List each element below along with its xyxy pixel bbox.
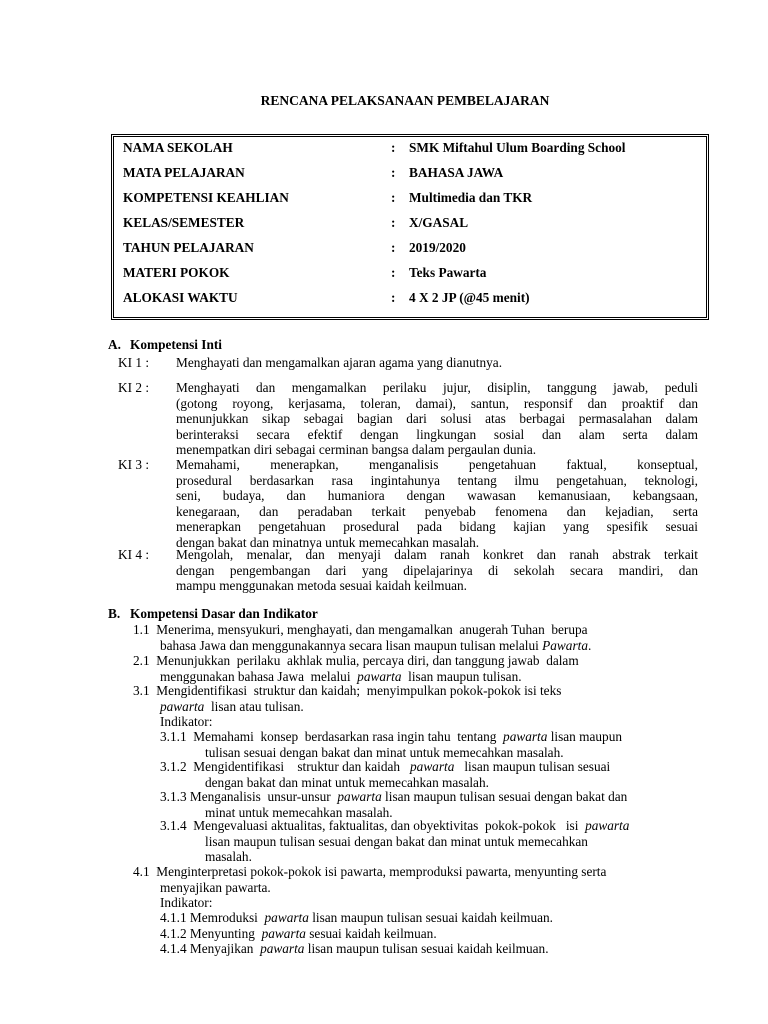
identity-label: MATA PELAJARAN	[123, 165, 245, 180]
indicator-text: sesuai kaidah keilmuan.	[305, 925, 437, 941]
kd-text: bahasa Jawa dan menggunakannya secara lisan maupun tulisan melalui	[160, 637, 543, 653]
identity-value: Multimedia dan TKR	[409, 190, 533, 205]
indicator-number: 3.1.4	[160, 818, 187, 833]
ki-line: kenegaraan, dan peradaban terkait penyebab fenomena dan kejadian, serta	[176, 503, 698, 519]
ki-line: seni, budaya, dan humaniora dengan wawasan kemanusiaan, kebangsaan,	[176, 488, 698, 503]
kd-text: lisan maupun tulisan.	[401, 668, 522, 684]
indicator-number: 4.1.2	[160, 925, 187, 941]
indicator-label: Indikator:	[160, 714, 213, 729]
ki-line: Memahami, menerapkan, menganalisis pengetahuan faktual, konseptual,	[176, 457, 698, 472]
kd-emphasis: pawarta	[357, 668, 402, 684]
indicator-text: Memroduksi	[186, 910, 265, 925]
kd-line	[133, 699, 561, 715]
school-identity-table	[113, 136, 707, 318]
indicator-text: lisan maupun tulisan sesuai kaidah keilmuan.	[308, 910, 553, 925]
identity-separator: :	[391, 240, 396, 255]
identity-value: BAHASA JAWA	[409, 165, 504, 180]
indicators-4-1	[160, 910, 553, 957]
kd-line: 3.1 Mengidentifikasi struktur dan kaidah; menyimpulkan pokok-pokok isi teks	[133, 683, 562, 698]
section-letter: A.	[108, 337, 121, 352]
section-title: Kompetensi Dasar dan Indikator	[130, 606, 318, 621]
identity-label: NAMA SEKOLAH	[123, 140, 233, 155]
ki-line: Menghayati dan mengamalkan perilaku jujur, disiplin, tanggung jawab, peduli	[176, 380, 698, 395]
indicator-text: lisan maupun tulisan sesuai dengan bakat dan	[381, 789, 628, 804]
kd-line: menyajikan pawarta.	[160, 879, 271, 895]
kd-emphasis: pawarta	[160, 698, 205, 714]
ki-line: dengan pengembangan dari yang dipelajarinya di sekolah secara mandiri, dan	[176, 562, 698, 578]
indicator-text: Mengidentifikasi struktur dan kaidah	[186, 759, 411, 774]
indicator-emphasis: pawarta	[503, 729, 548, 744]
indicator-emphasis: pawarta	[264, 910, 309, 925]
identity-value: X/GASAL	[409, 215, 469, 230]
indicator-text: Menyajikan	[186, 941, 261, 956]
ki-line: menerapkan pengetahuan prosedural pada bidang kajian yang spesifik sesuai	[176, 519, 698, 534]
indicator-number: 3.1.3	[160, 789, 187, 804]
identity-label: KOMPETENSI KEAHLIAN	[123, 190, 289, 205]
indicator-number: 4.1.4	[160, 941, 187, 956]
ki-line: prosedural berdasarkan rasa ingintahunya tentang ilmu pengetahuan, teknologi,	[176, 472, 698, 488]
ki-code: KI 3 :	[118, 457, 150, 472]
ki-text	[176, 547, 698, 594]
identity-label: ALOKASI WAKTU	[123, 290, 238, 305]
kd-line	[133, 669, 579, 685]
identity-separator: :	[391, 190, 396, 205]
indicator-text: lisan maupun tulisan sesuai kaidah keilmuan.	[304, 941, 549, 956]
identity-label: MATERI POKOK	[123, 265, 230, 280]
indicator-emphasis: pawarta	[260, 941, 305, 956]
indicator-line: dengan bakat dan minat untuk memecahkan masalah.	[205, 774, 489, 790]
indicator-emphasis: pawarta	[410, 759, 455, 774]
indicator-line	[160, 818, 697, 834]
indicator-number: 3.1.1	[160, 729, 187, 744]
kd-1-1	[133, 622, 591, 653]
ki-line: Mengolah, menalar, dan menyaji dalam ranah konkret dan ranah abstrak terkait	[176, 547, 698, 562]
indicator-text: lisan maupun	[547, 729, 622, 744]
identity-separator: :	[391, 165, 396, 180]
kd-4-1	[133, 864, 606, 911]
kd-text: menggunakan bahasa Jawa melalui	[160, 668, 358, 684]
indicator-4-1-1	[160, 910, 553, 926]
indicator-line: lisan maupun tulisan sesuai dengan bakat dan minat untuk memecahkan	[205, 833, 588, 849]
ki-line: menempatkan diri sebagai cerminan bangsa dalam pergaulan dunia.	[176, 442, 537, 457]
indicator-line	[160, 759, 697, 775]
kd-text: lisan atau tulisan.	[204, 698, 304, 714]
section-a-heading	[108, 337, 222, 353]
ki-line: mampu menggunakan metoda sesuai kaidah keilmuan.	[176, 578, 467, 593]
identity-value: 2019/2020	[409, 240, 466, 255]
indicator-line: minat untuk memecahkan masalah.	[205, 804, 393, 820]
indicator-4-1-4	[160, 941, 553, 957]
indicator-number: 3.1.2	[160, 759, 187, 774]
ki-line: (gotong royong, kerjasama, toleran, damai), santun, responsif dan proaktif dan	[176, 395, 698, 411]
indicator-4-1-2	[160, 926, 553, 942]
indicator-3-1-4	[160, 818, 697, 865]
identity-label: TAHUN PELAJARAN	[123, 240, 254, 255]
kd-emphasis: Pawarta	[542, 637, 588, 653]
identity-value: SMK Miftahul Ulum Boarding School	[409, 140, 626, 155]
ki-line: berinteraksi secara efektif dengan lingkungan sosial dan alam serta dalam	[176, 426, 698, 442]
kd-line: 1.1 Menerima, mensyukuri, menghayati, dan mengamalkan anugerah Tuhan berupa	[133, 622, 588, 637]
indicator-number: 4.1.1	[160, 910, 187, 925]
identity-separator: :	[391, 215, 396, 230]
ki-text	[176, 457, 698, 550]
indicator-3-1-1	[160, 729, 697, 760]
ki-text	[176, 380, 698, 458]
ki-code: KI 2 :	[118, 380, 150, 395]
page-title: RENCANA PELAKSANAAN PEMBELAJARAN	[260, 93, 550, 108]
section-b-heading	[108, 606, 318, 622]
ki-line: Menghayati dan mengamalkan ajaran agama yang dianutnya.	[176, 355, 503, 370]
kd-line	[133, 638, 591, 654]
identity-separator: :	[391, 140, 396, 155]
kd-line: 2.1 Menunjukkan perilaku akhlak mulia, percaya diri, dan tanggung jawab dalam	[133, 653, 579, 668]
identity-value: 4 X 2 JP (@45 menit)	[409, 290, 530, 305]
indicator-emphasis: pawarta	[261, 925, 306, 941]
indicator-label: Indikator:	[160, 895, 213, 910]
indicator-emphasis: pawarta	[337, 789, 382, 804]
ki-code: KI 4 :	[118, 547, 150, 562]
section-title: Kompetensi Inti	[130, 337, 222, 352]
identity-separator: :	[391, 290, 396, 305]
indicator-text: Menganalisis unsur-unsur	[186, 789, 338, 804]
ki-line: dengan bakat dan minatnya untuk memecahkan masalah.	[176, 534, 480, 550]
indicator-line: masalah.	[205, 849, 252, 864]
kd-2-1	[133, 653, 579, 684]
identity-separator: :	[391, 265, 396, 280]
indicator-text: lisan maupun tulisan sesuai	[454, 759, 611, 774]
indicator-emphasis: pawarta	[585, 818, 630, 833]
ki-code: KI 1 :	[118, 355, 150, 370]
identity-label: KELAS/SEMESTER	[123, 215, 245, 230]
section-letter: B.	[108, 606, 121, 621]
indicator-line: tulisan sesuai dengan bakat dan minat untuk memecahkan masalah.	[205, 744, 564, 760]
kd-text: .	[587, 637, 592, 653]
indicator-text: Mengevaluasi aktualitas, faktualitas, dan obyektivitas pokok-pokok isi	[186, 818, 586, 833]
indicator-text: Menyunting	[186, 925, 262, 941]
indicator-3-1-3	[160, 789, 697, 820]
ki-line: menunjukkan sikap sebagai bagian dari solusi atas berbagai permasalahan dalam	[176, 411, 698, 426]
indicator-line	[160, 789, 697, 805]
kd-3-1	[133, 683, 561, 730]
ki-text	[176, 355, 698, 371]
indicator-3-1-2	[160, 759, 697, 790]
indicator-text: Memahami konsep berdasarkan rasa ingin tahu tentang	[186, 729, 504, 744]
identity-value: Teks Pawarta	[409, 265, 487, 280]
kd-line: 4.1 Menginterpretasi pokok-pokok isi pawarta, memproduksi pawarta, menyunting serta	[133, 864, 607, 879]
indicator-line	[160, 729, 697, 745]
